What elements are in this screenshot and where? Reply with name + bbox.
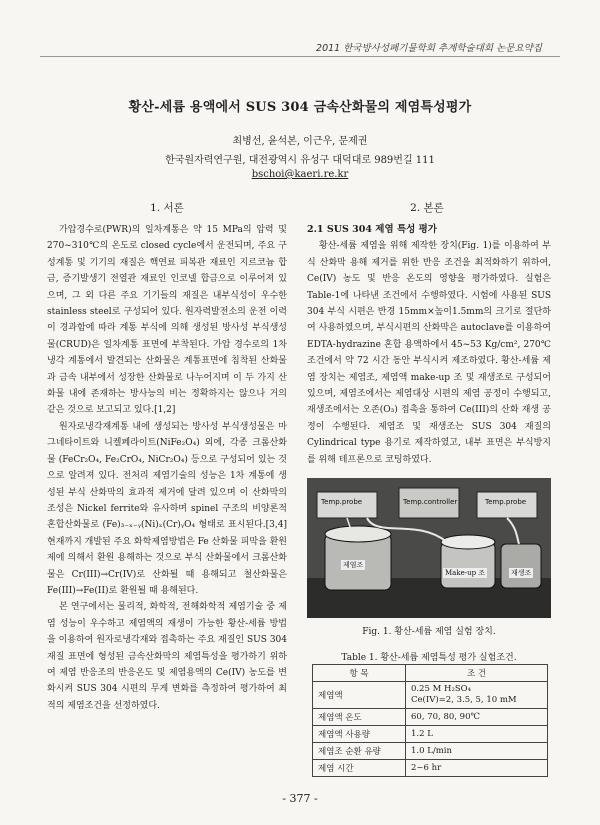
fig-label-temp-probe-right: Temp.probe <box>485 498 527 506</box>
table-row <box>313 682 548 709</box>
fig-label-makeup-tank: Make-up 조 <box>445 569 486 577</box>
authors: 최병선, 윤석본, 이근우, 문제권 <box>232 136 368 147</box>
intro-paragraph-2: 원자로냉각재계통 내에 생성되는 방사성 부식생성물은 마그네타이트와 니켈페라이트(NiFe₂O₄) 외에, 각종 크롬산화물 (FeCr₂O₄, Fe₂CrO₄, NiCr₂O₄) 등으로 구성되어 있는 것으로 알려져 있다. 전처리 제염기술의 성능은 1차 계통에 생성된 부식 산화막의 효과적 제거에 달려 있으며 이 산화막의 조성은 Nickel ferrite와 유사하며 spinel 구조의 비양론적 혼합산화물로 (Fe)₃₋ₓ₋ᵧ(Ni)ₓ(Cr)ᵧO₄ 형태로 표시된다.[3,4] 현재까지 개발된 주요 화학제염방법은 Fe 산화물 피막을 환원제에 의해서 환원 용해하는 것으로 부식 산화물에서 크롬산화물은 Cr(III)→Cr(IV)로 산화될 때 용해되고 철산화물은 Fe(III)→Fe(II)로 환원될 때 용해된다. <box>47 421 287 596</box>
table-cell-condition: 1.2 L <box>406 726 548 743</box>
table-header-condition: 조 건 <box>406 665 548 682</box>
table-cell-condition: 0.25 M H₂SO₄ Ce(IV)=2, 3.5, 5, 10 mM <box>406 682 548 709</box>
intro-paragraph-3: 본 연구에서는 물리적, 화학적, 전해화학적 제염기술 중 제염 성능이 우수하고 제염액의 재생이 가능한 황산-세륨 방법을 이용하여 원자로냉각재와 접촉하는 주요 재질인 SUS 304 재질 표면에 형성된 금속산화막의 제염특성을 평가하기 위하여 제염 반응조의 반응온도 및 제염용액의 Ce(IV) 농도를 변화시켜 SUS 304 시편의 무게 변화를 측정하여 평가하여 최적의 제염조건을 선정하였다. <box>47 602 287 711</box>
affiliation: 한국원자력연구원, 대전광역시 유성구 대덕대로 989번길 111 <box>165 155 435 166</box>
subsection-heading: 2.1 SUS 304 제염 특성 평가 <box>307 224 437 235</box>
paper-title: 황산-세륨 용액에서 SUS 304 금속산화물의 제염특성평가 <box>128 100 472 115</box>
table-header-item: 항 목 <box>313 665 406 682</box>
fig-label-temp-probe-left: Temp.probe <box>321 498 363 506</box>
author-email[interactable]: bschoi@kaeri.re.kr <box>251 169 349 180</box>
table-caption: Table 1. 황산-세륨 제염특성 평가 실험조건. <box>341 653 517 663</box>
fig-label-regen-tank: 재생조 <box>511 569 532 577</box>
table-cell-item: 제염 시간 <box>313 760 406 777</box>
conditions-table <box>312 664 548 777</box>
page-number: - 377 - <box>282 792 318 805</box>
table-cell-item: 제염액 온도 <box>313 709 406 726</box>
section-heading-intro: 1. 서론 <box>150 202 184 214</box>
apparatus-photo <box>307 478 551 618</box>
left-column <box>47 222 287 714</box>
figure-caption: Fig. 1. 황산-세륨 제염 실험 장치. <box>362 627 496 637</box>
table-row <box>313 709 548 726</box>
header-rule <box>40 56 560 57</box>
table-cell-condition: 2~6 hr <box>406 760 548 777</box>
running-head: 2011 한국방사성폐기물학회 추계학술대회 논문요약집 <box>316 43 542 54</box>
table-cell-condition: 1.0 L/min <box>406 743 548 760</box>
table-cell-item: 제염조 순환 유량 <box>313 743 406 760</box>
table-cell-item: 제염액 <box>313 682 406 709</box>
fig-label-temp-controller: Temp.controller <box>403 498 458 506</box>
table-row <box>313 760 548 777</box>
table-cell-condition: 60, 70, 80, 90℃ <box>406 709 548 726</box>
section-heading-body: 2. 본론 <box>410 202 444 214</box>
right-column <box>307 222 551 468</box>
table-row <box>313 743 548 760</box>
body-paragraph-1: 황산-세륨 제염을 위해 제작한 장치(Fig. 1)를 이용하여 부식 산화막 용해 제거를 위한 반응 조건을 최적화하기 위하여, Ce(IV) 농도 및 반응 온도의 영향을 평가하였다. 실험은 Table-1에 나타낸 조건에서 수행하였다. 시험에 사용된 SUS 304 부식 시편은 반경 15mm×높이1.5mm의 크기로 절단하여 사용하였으며, 부식시편의 산화막은 autoclave를 이용하여 EDTA-hydrazine 혼합 용액하에서 45~53 Kg/cm², 270℃ 조건에서 약 72 시간 동안 부식시켜 제조하였다. 황산-세륨 제염 장치는 제염조, 제염액 make-up 조 및 재생조로 구성되어 있으며, 제염조에서는 제염대상 시편의 제염 공정이 수행되고, 재생조에서는 오존(O₃) 접촉을 통하여 Ce(III)의 산화 재생 공정이 수행된다. 제염조 및 재생조는 SUS 304 재질의 Cylindrical type 용기로 제작하였고, 내부 표면은 부식방지를 위해 테프론으로 코팅하였다. <box>307 241 551 465</box>
intro-paragraph-1: 가압경수로(PWR)의 일차계통은 약 15 MPa의 압력 및 270~310℃의 온도로 closed cycle에서 운전되며, 주요 구성계통 및 기기의 재질은 핵연료 피복관 재료인 지르코늄 합금, 증기발생기 전열관 재료인 인코넬 합금으로 이루어져 있으며, 그 외 다른 주요 기기들의 재질은 내부식성이 우수한 stainless steel로 구성되어 있다. 원자력발전소의 운전 이력이 경과함에 따라 계통 부식에 의해 생성된 방사성 부식생성물(CRUD)은 일차계통 표면에 부착된다. 가압 경수로의 1차 냉각 계통에서 발견되는 산화물은 계통표면에 침착된 산화물과 금속 내부에서 성장한 산화물로 나누어지며 이 두 가지 산화물 내에 존재하는 방사능의 비는 정확하지는 않으나 거의 같은 것으로 보고되고 있다.[1,2] <box>47 225 287 416</box>
table-cell-item: 제염액 사용량 <box>313 726 406 743</box>
table-header-row <box>313 665 548 682</box>
table-row <box>313 726 548 743</box>
fig-label-decon-tank: 제염조 <box>343 561 364 569</box>
